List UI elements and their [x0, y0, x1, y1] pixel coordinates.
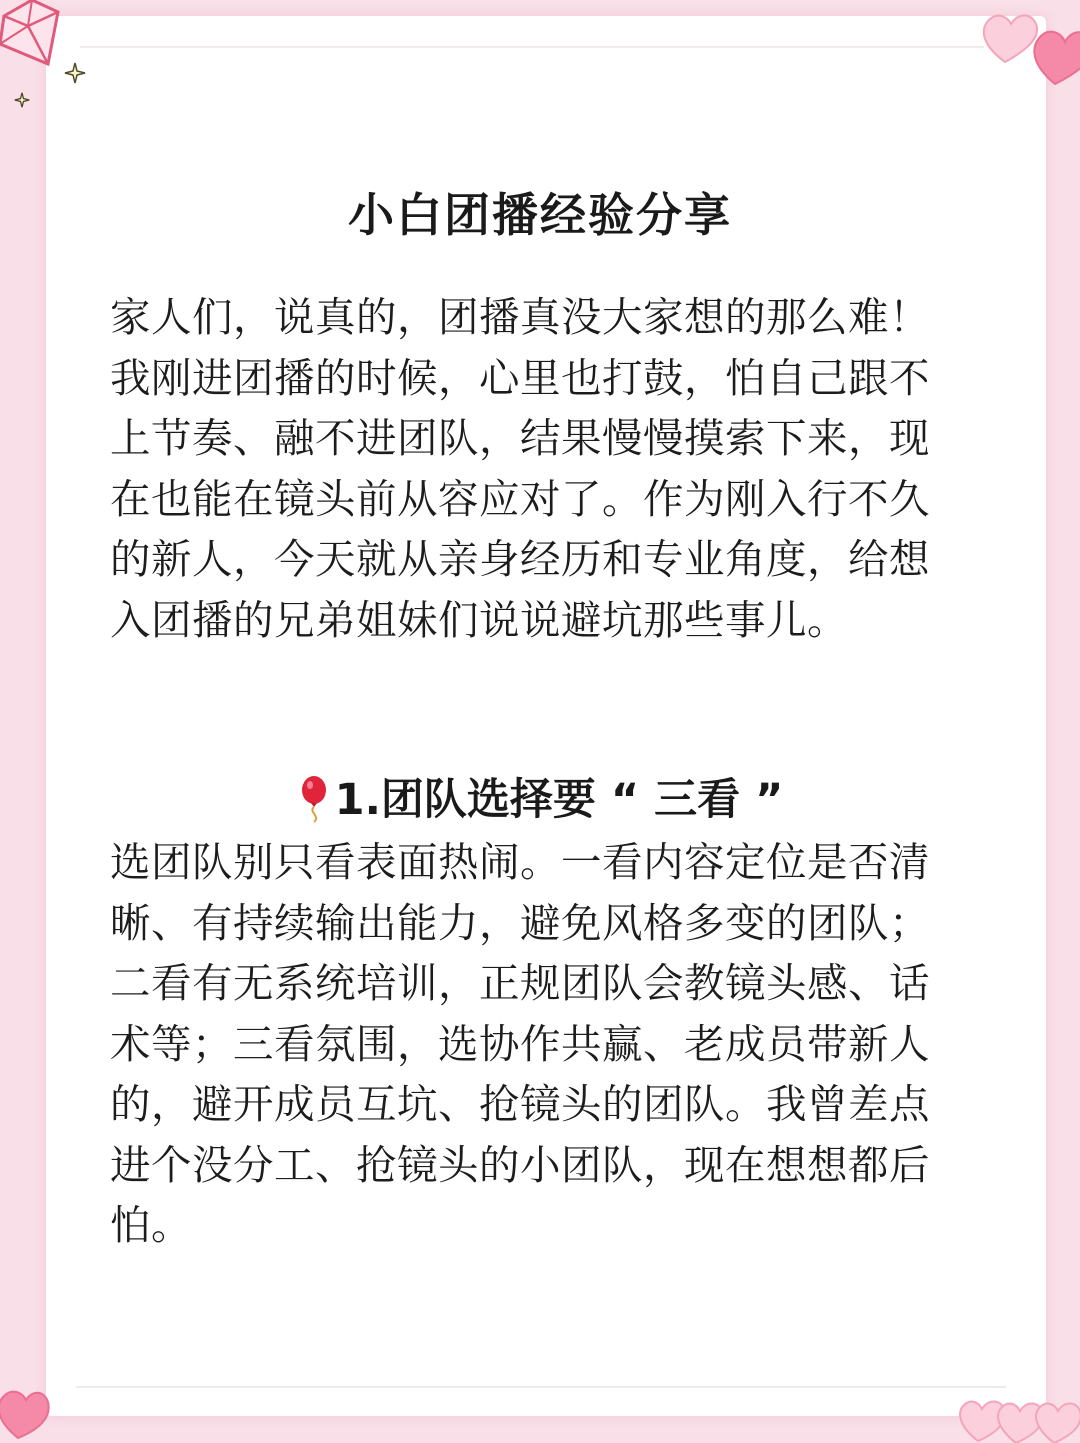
bottom-divider: [76, 1386, 1006, 1388]
section-heading-text: 1.团队选择要 “ 三看 ”: [334, 775, 784, 825]
intro-paragraph: 家人们，说真的，团播真没大家想的那么难！我刚进团播的时候，心里也打鼓，怕自己跟不上节奏、融不进团队，结果慢慢摸索下来，现在也能在镜头前从容应对了。作为刚入行不久的新人，今天就从亲身经历和专业角度，给想入团播的兄弟姐妹们说说避坑那些事儿。: [110, 293, 930, 644]
hearts-icon: [950, 1385, 1080, 1443]
sparkle-icon: [64, 62, 86, 84]
heart-icon: [0, 1378, 54, 1443]
section-body-paragraph: 选团队别只看表面热闹。一看内容定位是否清晰、有持续输出能力，避免风格多变的团队；二看有无系统培训，正规团队会教镜头感、话术等；三看氛围，选协作共赢、老成员带新人的，避开成员互坑、抢镜头的团队。我曾差点进个没分工、抢镜头的小团队，现在想想都后怕。: [110, 838, 930, 1249]
section-heading: [0, 770, 1080, 830]
top-divider: [80, 46, 984, 48]
sparkle-icon: [14, 92, 30, 108]
hearts-icon: [975, 0, 1080, 95]
balloon-icon: [297, 774, 331, 824]
page-title: 小白团播经验分享: [348, 188, 732, 242]
diamond-icon: [0, 0, 72, 74]
